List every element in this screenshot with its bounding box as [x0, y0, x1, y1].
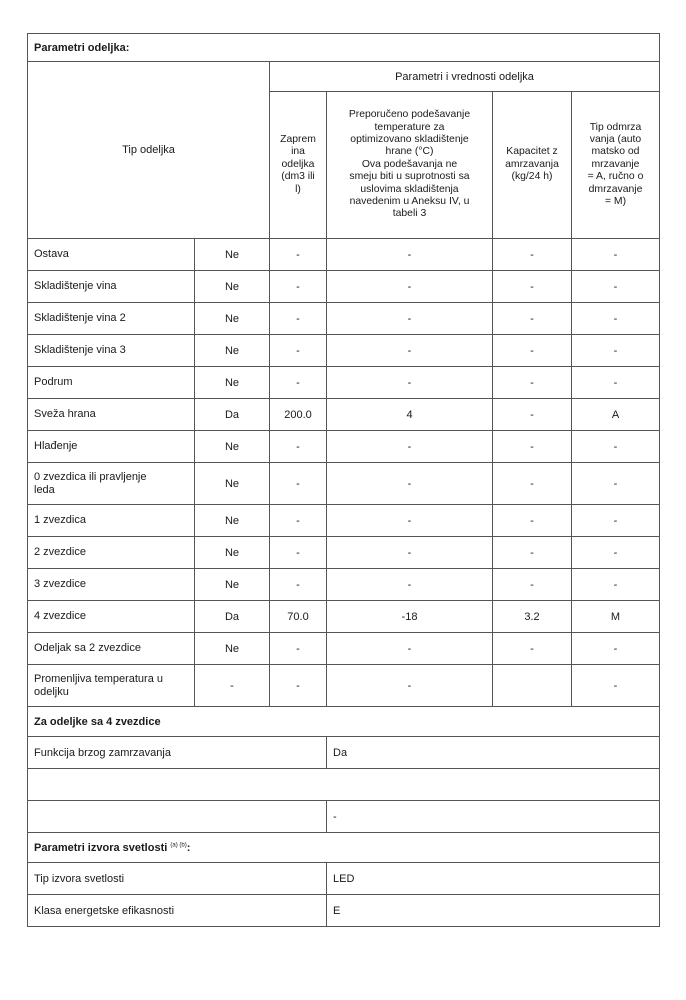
- table-row: [28, 463, 660, 505]
- compartment-freezing-capacity: -: [493, 537, 572, 569]
- compartment-name: Podrum: [28, 367, 195, 399]
- compartment-temperature: -: [327, 271, 493, 303]
- compartment-defrost-type: -: [572, 537, 660, 569]
- compartment-temperature: -: [327, 505, 493, 537]
- footnote-markers: (a) (b): [170, 841, 187, 848]
- compartment-present: Ne: [195, 569, 270, 601]
- compartment-volume: -: [270, 665, 327, 707]
- compartment-name: Promenljiva temperatura u odeljku: [28, 665, 195, 707]
- table-row: [28, 239, 660, 271]
- compartment-freezing-capacity: -: [493, 569, 572, 601]
- compartment-name: Skladištenje vina 2: [28, 303, 195, 335]
- compartment-present: Ne: [195, 505, 270, 537]
- compartment-freezing-capacity: -: [493, 303, 572, 335]
- compartment-freezing-capacity: -: [493, 633, 572, 665]
- compartment-name: 4 zvezdice: [28, 601, 195, 633]
- compartment-freezing-capacity: [493, 665, 572, 707]
- compartment-temperature: -18: [327, 601, 493, 633]
- compartment-defrost-type: -: [572, 569, 660, 601]
- compartment-temperature: 4: [327, 399, 493, 431]
- four-star-heading: Za odeljke sa 4 zvezdice: [28, 707, 660, 737]
- compartment-temperature: -: [327, 335, 493, 367]
- compartment-defrost-type: A: [572, 399, 660, 431]
- extra-label: [28, 801, 327, 833]
- compartment-name: Sveža hrana: [28, 399, 195, 431]
- compartment-defrost-type: -: [572, 367, 660, 399]
- compartment-freezing-capacity: 3.2: [493, 601, 572, 633]
- compartment-volume: -: [270, 335, 327, 367]
- table-row: [28, 303, 660, 335]
- table-title: Parametri odeljka:: [28, 34, 660, 62]
- table-row: [28, 431, 660, 463]
- table-row: [28, 537, 660, 569]
- compartment-volume: 200.0: [270, 399, 327, 431]
- table-row: [28, 367, 660, 399]
- compartment-volume: -: [270, 271, 327, 303]
- compartment-present: Ne: [195, 537, 270, 569]
- light-type-label: Tip izvora svetlosti: [28, 863, 327, 895]
- compartment-freezing-capacity: -: [493, 431, 572, 463]
- compartment-volume: -: [270, 633, 327, 665]
- compartment-freezing-capacity: -: [493, 505, 572, 537]
- compartment-freezing-capacity: -: [493, 463, 572, 505]
- compartment-present: Da: [195, 601, 270, 633]
- compartment-temperature: -: [327, 537, 493, 569]
- compartment-freezing-capacity: -: [493, 335, 572, 367]
- compartment-parameters-table: [27, 33, 660, 927]
- compartment-temperature: -: [327, 367, 493, 399]
- compartment-name: Hlađenje: [28, 431, 195, 463]
- compartment-temperature: -: [327, 431, 493, 463]
- extra-row: [28, 801, 660, 833]
- empty-row-cell: [28, 769, 660, 801]
- header-temperature: Preporučeno podešavanje temperature za optimizovano skladištenje hrane (°C) Ova podešavanja ne smeju biti u suprotnosti sa uslovima skladištenja navedenim u Aneksu IV, u tabeli 3: [327, 92, 493, 239]
- fast-freeze-value: Da: [327, 737, 660, 769]
- compartment-name: 0 zvezdica ili pravljenje leda: [28, 463, 195, 505]
- compartment-defrost-type: -: [572, 665, 660, 707]
- compartment-defrost-type: -: [572, 239, 660, 271]
- compartment-defrost-type: -: [572, 431, 660, 463]
- table-row: [28, 271, 660, 303]
- compartment-temperature: -: [327, 569, 493, 601]
- header-freezing-capacity: Kapacitet z amrzavanja (kg/24 h): [493, 92, 572, 239]
- energy-class-value: E: [327, 895, 660, 927]
- compartment-present: Ne: [195, 239, 270, 271]
- header-volume: Zaprem ina odeljka (dm3 ili l): [270, 92, 327, 239]
- table-row: [28, 665, 660, 707]
- light-type-value: LED: [327, 863, 660, 895]
- compartment-present: -: [195, 665, 270, 707]
- light-source-heading: [28, 833, 660, 863]
- compartment-present: Ne: [195, 303, 270, 335]
- compartment-volume: -: [270, 505, 327, 537]
- compartment-temperature: -: [327, 239, 493, 271]
- compartment-temperature: -: [327, 633, 493, 665]
- compartment-present: Ne: [195, 463, 270, 505]
- compartment-volume: -: [270, 569, 327, 601]
- extra-value: -: [327, 801, 660, 833]
- fast-freeze-label: Funkcija brzog zamrzavanja: [28, 737, 327, 769]
- compartment-freezing-capacity: -: [493, 399, 572, 431]
- compartment-present: Ne: [195, 271, 270, 303]
- table-row: [28, 335, 660, 367]
- compartment-name: 2 zvezdice: [28, 537, 195, 569]
- table-row: [28, 399, 660, 431]
- compartment-freezing-capacity: -: [493, 367, 572, 399]
- compartment-volume: -: [270, 303, 327, 335]
- compartment-temperature: -: [327, 665, 493, 707]
- compartment-name: Skladištenje vina 3: [28, 335, 195, 367]
- table-row: [28, 505, 660, 537]
- compartment-defrost-type: -: [572, 271, 660, 303]
- table-row: [28, 601, 660, 633]
- light-type-row: [28, 863, 660, 895]
- light-heading-colon: :: [186, 841, 191, 854]
- compartment-temperature: -: [327, 303, 493, 335]
- compartment-name: 3 zvezdice: [28, 569, 195, 601]
- compartment-defrost-type: -: [572, 463, 660, 505]
- header-defrost-type: Tip odmrza vanja (auto matsko od mrzavanje = A, ručno o dmrzavanje = M): [572, 92, 660, 239]
- header-compartment-type: Tip odeljka: [28, 62, 270, 239]
- compartment-temperature: -: [327, 463, 493, 505]
- compartment-volume: -: [270, 367, 327, 399]
- compartment-defrost-type: -: [572, 633, 660, 665]
- compartment-name: Skladištenje vina: [28, 271, 195, 303]
- light-heading-row: [28, 833, 660, 863]
- compartment-freezing-capacity: -: [493, 271, 572, 303]
- compartment-volume: -: [270, 431, 327, 463]
- compartment-name: Odeljak sa 2 zvezdice: [28, 633, 195, 665]
- compartment-volume: 70.0: [270, 601, 327, 633]
- compartment-freezing-capacity: -: [493, 239, 572, 271]
- empty-row: [28, 769, 660, 801]
- compartment-defrost-type: -: [572, 505, 660, 537]
- compartment-defrost-type: -: [572, 303, 660, 335]
- compartment-present: Ne: [195, 431, 270, 463]
- table-row: [28, 569, 660, 601]
- four-star-heading-row: [28, 707, 660, 737]
- table-row: [28, 633, 660, 665]
- header-parameters-group: Parametri i vrednosti odeljka: [270, 62, 660, 92]
- compartment-present: Ne: [195, 367, 270, 399]
- compartment-name: 1 zvezdica: [28, 505, 195, 537]
- light-heading-text: Parametri izvora svetlosti: [34, 841, 168, 854]
- compartment-present: Ne: [195, 335, 270, 367]
- compartment-volume: -: [270, 463, 327, 505]
- compartment-present: Ne: [195, 633, 270, 665]
- compartment-defrost-type: -: [572, 335, 660, 367]
- energy-class-label: Klasa energetske efikasnosti: [28, 895, 327, 927]
- compartment-name: Ostava: [28, 239, 195, 271]
- compartment-present: Da: [195, 399, 270, 431]
- compartment-volume: -: [270, 537, 327, 569]
- fast-freeze-row: [28, 737, 660, 769]
- compartment-defrost-type: M: [572, 601, 660, 633]
- energy-class-row: [28, 895, 660, 927]
- compartment-volume: -: [270, 239, 327, 271]
